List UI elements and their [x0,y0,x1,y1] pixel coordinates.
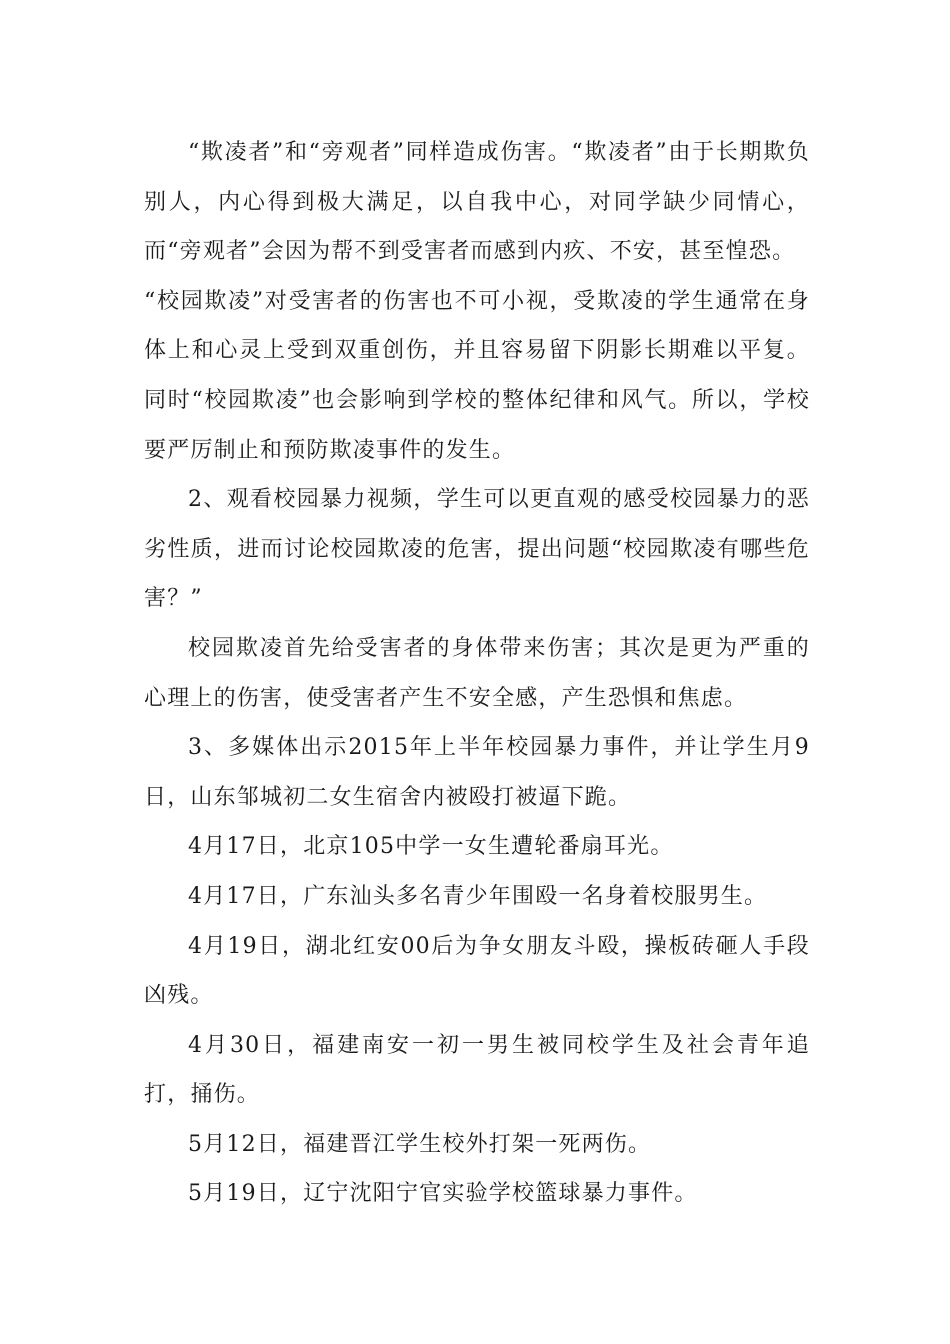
paragraph-bystander-harm: “欺凌者”和“旁观者”同样造成伤害。“欺凌者”由于长期欺负别人，内心得到极大满足，以自我中心，对同学缺少同情心，而“旁观者”会因为帮不到受害者而感到内疚、不安，甚至惶恐。 [144,140,810,265]
event-item: 4月30日，福建南安一初一男生被同校学生及社会青年追打，捅伤。 [144,1032,810,1108]
paragraph-harm-summary: 校园欺凌首先给受害者的身体带来伤害；其次是更为严重的心理上的伤害，使受害者产生不安全感，产生恐惧和焦虑。 [144,635,810,711]
paragraph-multimedia-events: 3、多媒体出示2015年上半年校园暴力事件，并让学生月9日，山东邹城初二女生宿舍内被殴打被逼下跪。 [144,735,810,810]
paragraph-victim-harm: “校园欺凌”对受害者的伤害也不可小视，受欺凌的学生通常在身体上和心灵上受到双重创伤，并且容易留下阴影长期难以平复。同时“校园欺凌”也会影响到学校的整体纪律和风气。所以，学校要严厉制止和预防欺凌事件的发生。 [144,288,810,463]
event-item: 5月12日，福建晋江学生校外打架一死两伤。 [188,1131,652,1157]
event-item: 5月19日，辽宁沈阳宁官实验学校篮球暴力事件。 [188,1181,698,1207]
event-item: 4月17日，北京105中学一女生遭轮番扇耳光。 [188,834,674,860]
paragraph-video-discussion: 2、观看校园暴力视频，学生可以更直观的感受校园暴力的恶劣性质，进而讨论校园欺凌的危害，提出问题“校园欺凌有哪些危害？” [144,487,810,612]
document-body [144,128,810,1219]
event-item: 4月19日，湖北红安00后为争女朋友斗殴，操板砖砸人手段凶残。 [144,933,810,1009]
event-item: 4月17日，广东汕头多名青少年围殴一名身着校服男生。 [188,883,768,909]
